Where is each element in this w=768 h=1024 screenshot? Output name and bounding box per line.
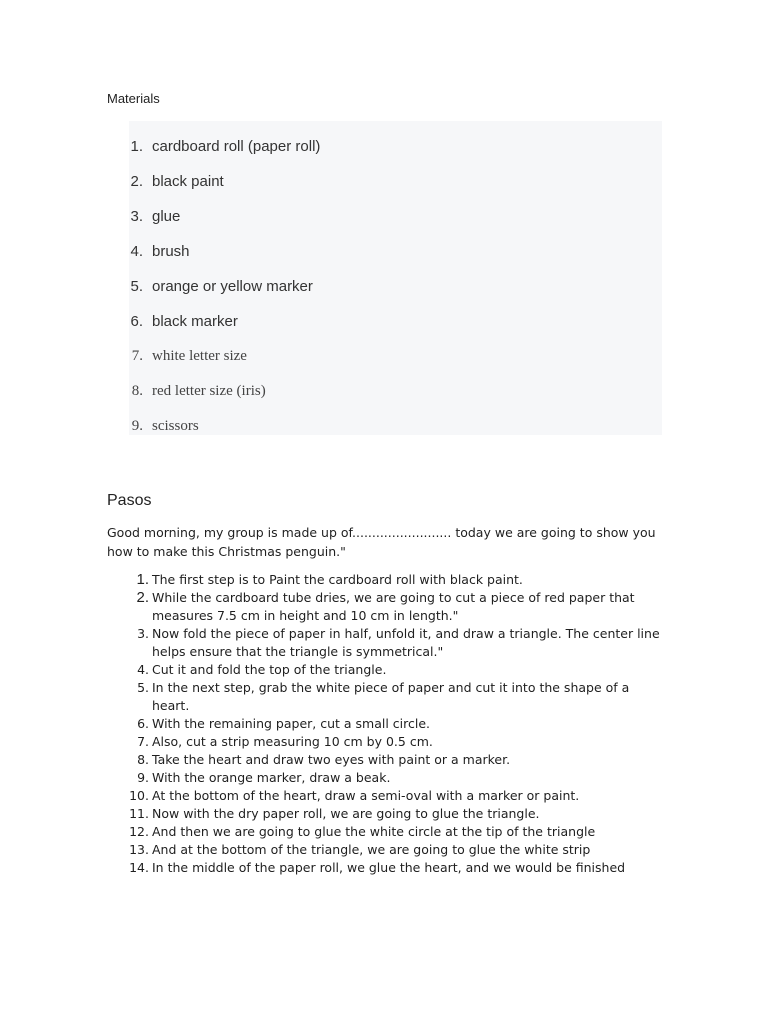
step-text: And at the bottom of the triangle, we are going to glue the white strip [152, 842, 591, 857]
step-item: 1. The first step is to Paint the cardboard roll with black paint. [136, 571, 523, 588]
step-item: 11. Now with the dry paper roll, we are going to glue the triangle. [129, 806, 540, 821]
materials-panel: 1. cardboard roll (paper roll) 2. black paint 3. glue 4. brush 5. orange or yellow marker 6. black marker 7. white letter size 8. red letter size (iris) 9. scissors [129, 121, 662, 435]
step-item: 3. Now fold the piece of paper in half, unfold it, and draw a triangle. The center line helps ensure that the triangle is symmetrical." [137, 626, 660, 659]
step-text: Cut it and fold the top of the triangle. [152, 662, 387, 677]
step-item: 12. And then we are going to glue the white circle at the tip of the triangle [129, 824, 596, 839]
step-text: At the bottom of the heart, draw a semi-oval with a marker or paint. [152, 788, 580, 803]
step-item: 2. While the cardboard tube dries, we are going to cut a piece of red paper that measures 7.5 cm in height and 10 cm in length." [136, 589, 635, 623]
step-text: With the remaining paper, cut a small circle. [152, 716, 431, 731]
step-item: 5. In the next step, grab the white piece of paper and cut it into the shape of a heart. [137, 680, 630, 713]
step-item: 14. In the middle of the paper roll, we glue the heart, and we would be finished [129, 860, 626, 875]
step-item: 7. Also, cut a strip measuring 10 cm by 0.5 cm. [137, 734, 433, 749]
intro-paragraph: Good morning, my group is made up of......................... today we are going to show you how to make this Christmas penguin." [107, 525, 656, 559]
step-item: 8. Take the heart and draw two eyes with paint or a marker. [137, 752, 511, 767]
step-text: Take the heart and draw two eyes with paint or a marker. [152, 752, 511, 767]
step-text: Now with the dry paper roll, we are going to glue the triangle. [152, 806, 540, 821]
step-item: 4. Cut it and fold the top of the triangle. [137, 662, 387, 677]
step-text: Also, cut a strip measuring 10 cm by 0.5 cm. [152, 734, 433, 749]
pasos-heading: Pasos [107, 492, 152, 509]
step-text: Now fold the piece of paper in half, unfold it, and draw a triangle. The center line helps ensure that the triangle is symmetrical." [152, 626, 660, 659]
step-text: With the orange marker, draw a beak. [152, 770, 391, 785]
step-item: 10. At the bottom of the heart, draw a semi-oval with a marker or paint. [129, 788, 580, 803]
materials-heading: Materials [107, 91, 160, 106]
step-text: In the middle of the paper roll, we glue the heart, and we would be finished [152, 860, 626, 875]
step-item: 6. With the remaining paper, cut a small circle. [137, 716, 431, 731]
step-text: In the next step, grab the white piece of paper and cut it into the shape of a heart. [152, 680, 630, 713]
step-text: The first step is to Paint the cardboard roll with black paint. [152, 572, 523, 587]
step-text: While the cardboard tube dries, we are going to cut a piece of red paper that measures 7.5 cm in height and 10 cm in length." [152, 590, 635, 623]
step-item: 9. With the orange marker, draw a beak. [137, 770, 391, 785]
step-item: 13. And at the bottom of the triangle, we are going to glue the white strip [129, 842, 591, 857]
steps-list [107, 571, 667, 877]
step-text: And then we are going to glue the white circle at the tip of the triangle [152, 824, 596, 839]
